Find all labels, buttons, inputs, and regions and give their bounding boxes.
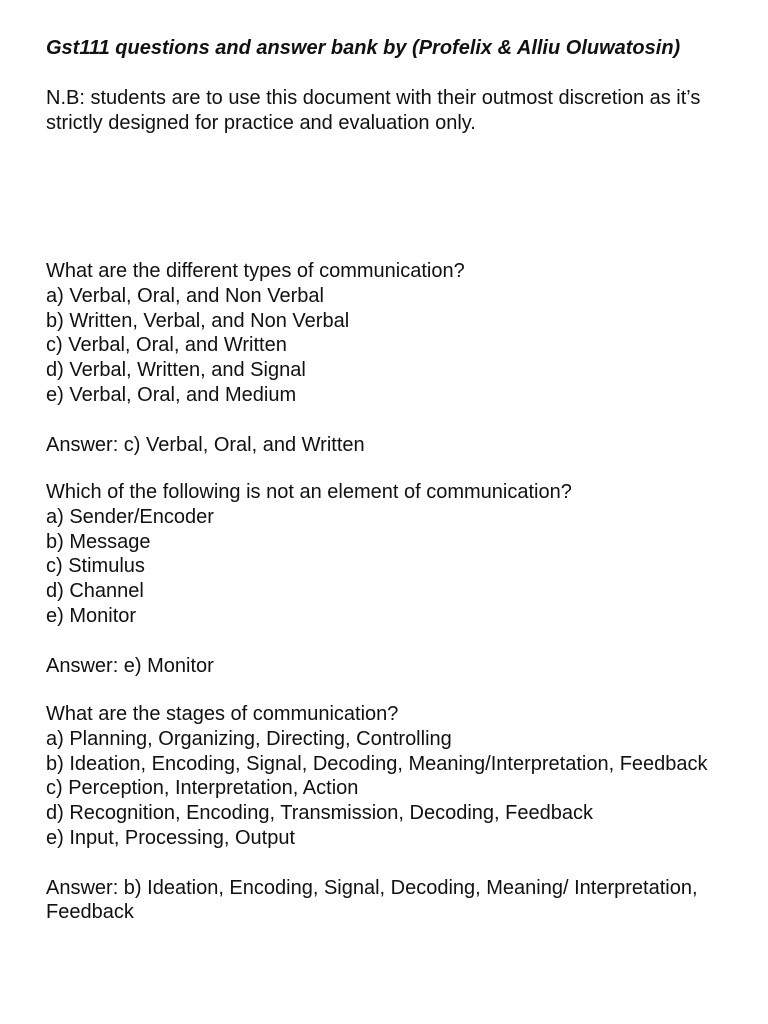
options-list [46,505,736,629]
options-list [46,284,736,408]
options-list [46,727,736,851]
option-a: a) Planning, Organizing, Directing, Controlling [46,727,452,750]
option-b: b) Written, Verbal, and Non Verbal [46,309,350,332]
document-note: N.B: students are to use this document with their outmost discretion as it’s strictly designed for practice and evaluation only. [46,87,701,134]
answer-text: Answer: b) Ideation, Encoding, Signal, Decoding, Meaning/ Interpretation, Feedback [46,876,698,924]
document-page [46,36,736,924]
question-text: What are the different types of communication? [46,260,465,282]
option-e: e) Input, Processing, Output [46,826,296,849]
option-c: c) Stimulus [46,555,145,578]
question-text: Which of the following is not an element of communication? [46,481,572,503]
option-d: d) Recognition, Encoding, Transmission, Decoding, Feedback [46,802,593,825]
answer-text: Answer: c) Verbal, Oral, and Written [46,433,365,456]
question-text: What are the stages of communication? [46,703,399,725]
option-e: e) Verbal, Oral, and Medium [46,383,297,406]
question-block-3 [46,702,736,925]
option-b: b) Ideation, Encoding, Signal, Decoding, Meaning/Interpretation, Feedback [46,752,708,775]
option-d: d) Channel [46,580,144,603]
option-d: d) Verbal, Written, and Signal [46,359,306,382]
question-block-2 [46,480,736,678]
question-block-1 [46,259,736,457]
document-title: Gst111 questions and answer bank by (Profelix & Alliu Oluwatosin) [46,37,681,59]
option-b: b) Message [46,530,151,553]
answer-text: Answer: e) Monitor [46,654,214,677]
option-c: c) Perception, Interpretation, Action [46,777,359,800]
option-a: a) Verbal, Oral, and Non Verbal [46,284,324,307]
option-c: c) Verbal, Oral, and Written [46,334,287,357]
option-e: e) Monitor [46,604,137,627]
option-a: a) Sender/Encoder [46,505,214,528]
